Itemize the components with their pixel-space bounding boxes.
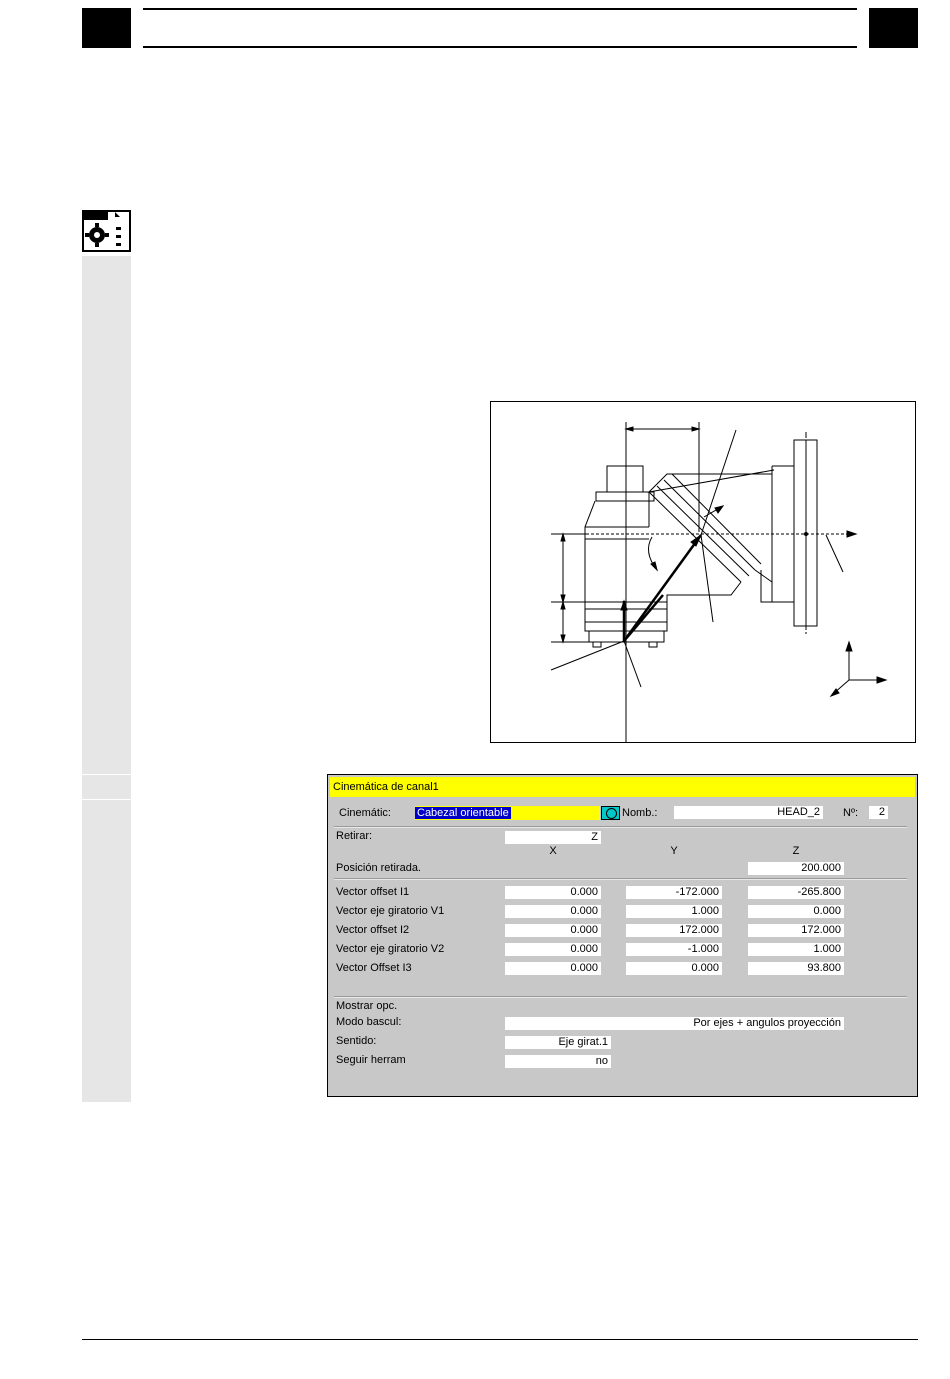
vector-x-field[interactable]: 0.000 bbox=[505, 962, 601, 975]
separator bbox=[334, 878, 907, 880]
vector-x-field[interactable]: 0.000 bbox=[505, 905, 601, 918]
retract-field[interactable]: Z bbox=[505, 831, 601, 844]
retract-label: Retirar: bbox=[336, 830, 373, 842]
vector-row-label: Vector Offset I3 bbox=[336, 962, 412, 974]
direction-field[interactable]: Eje girat.1 bbox=[505, 1036, 611, 1049]
retract-position-z-field[interactable]: 200.000 bbox=[748, 862, 844, 875]
vector-x-field[interactable]: 0.000 bbox=[505, 943, 601, 956]
kinematics-select[interactable] bbox=[415, 806, 600, 820]
header-bottom-rule bbox=[143, 46, 857, 48]
tilt-mode-label: Modo bascul: bbox=[336, 1016, 402, 1028]
vector-x-field[interactable]: 0.000 bbox=[505, 924, 601, 937]
separator bbox=[334, 996, 907, 998]
dialog-title: Cinemática de canal1 bbox=[330, 777, 915, 797]
tool-follow-label: Seguir herram bbox=[336, 1054, 406, 1066]
vector-z-field[interactable]: 0.000 bbox=[748, 905, 844, 918]
side-margin-bar bbox=[82, 256, 131, 1102]
column-header-y: Y bbox=[670, 845, 678, 857]
vector-y-field[interactable]: 172.000 bbox=[626, 924, 722, 937]
footer-rule bbox=[82, 1339, 918, 1340]
vector-z-field[interactable]: 1.000 bbox=[748, 943, 844, 956]
number-field[interactable]: 2 bbox=[869, 806, 888, 819]
vector-row-label: Vector offset I1 bbox=[336, 886, 410, 898]
vector-y-field[interactable]: 1.000 bbox=[626, 905, 722, 918]
header-top-rule bbox=[143, 8, 857, 10]
vector-z-field[interactable]: 93.800 bbox=[748, 962, 844, 975]
vector-row-label: Vector offset I2 bbox=[336, 924, 410, 936]
column-header-z: Z bbox=[792, 845, 800, 857]
tilt-mode-field[interactable]: Por ejes + angulos proyección bbox=[505, 1017, 844, 1030]
head-drawing bbox=[491, 402, 915, 742]
column-header-x: X bbox=[549, 845, 557, 857]
name-label: Nomb.: bbox=[622, 807, 658, 819]
direction-label: Sentido: bbox=[336, 1035, 377, 1047]
kinematics-dialog bbox=[327, 774, 918, 1097]
kinematics-value: Cabezal orientable bbox=[417, 807, 509, 819]
toggle-icon[interactable] bbox=[601, 806, 620, 820]
vector-row-label: Vector eje giratorio V1 bbox=[336, 905, 445, 917]
vector-z-field[interactable]: -265.800 bbox=[748, 886, 844, 899]
number-label: Nº: bbox=[843, 807, 859, 819]
vector-y-field[interactable]: 0.000 bbox=[626, 962, 722, 975]
vector-row-label: Vector eje giratorio V2 bbox=[336, 943, 445, 955]
kinematics-label: Cinemátic: bbox=[339, 807, 391, 819]
header-right-block bbox=[869, 8, 918, 48]
software-icon bbox=[82, 210, 131, 252]
vector-x-field[interactable]: 0.000 bbox=[505, 886, 601, 899]
separator bbox=[334, 826, 907, 828]
tool-follow-field[interactable]: no bbox=[505, 1055, 611, 1068]
retract-position-label: Posición retirada. bbox=[336, 862, 421, 874]
vector-y-field[interactable]: -1.000 bbox=[626, 943, 722, 956]
options-label: Mostrar opc. bbox=[336, 1000, 398, 1012]
name-field[interactable]: HEAD_2 bbox=[674, 806, 823, 819]
vector-z-field[interactable]: 172.000 bbox=[748, 924, 844, 937]
orientable-head-diagram bbox=[490, 401, 916, 743]
vector-y-field[interactable]: -172.000 bbox=[626, 886, 722, 899]
header-left-block bbox=[82, 8, 131, 48]
